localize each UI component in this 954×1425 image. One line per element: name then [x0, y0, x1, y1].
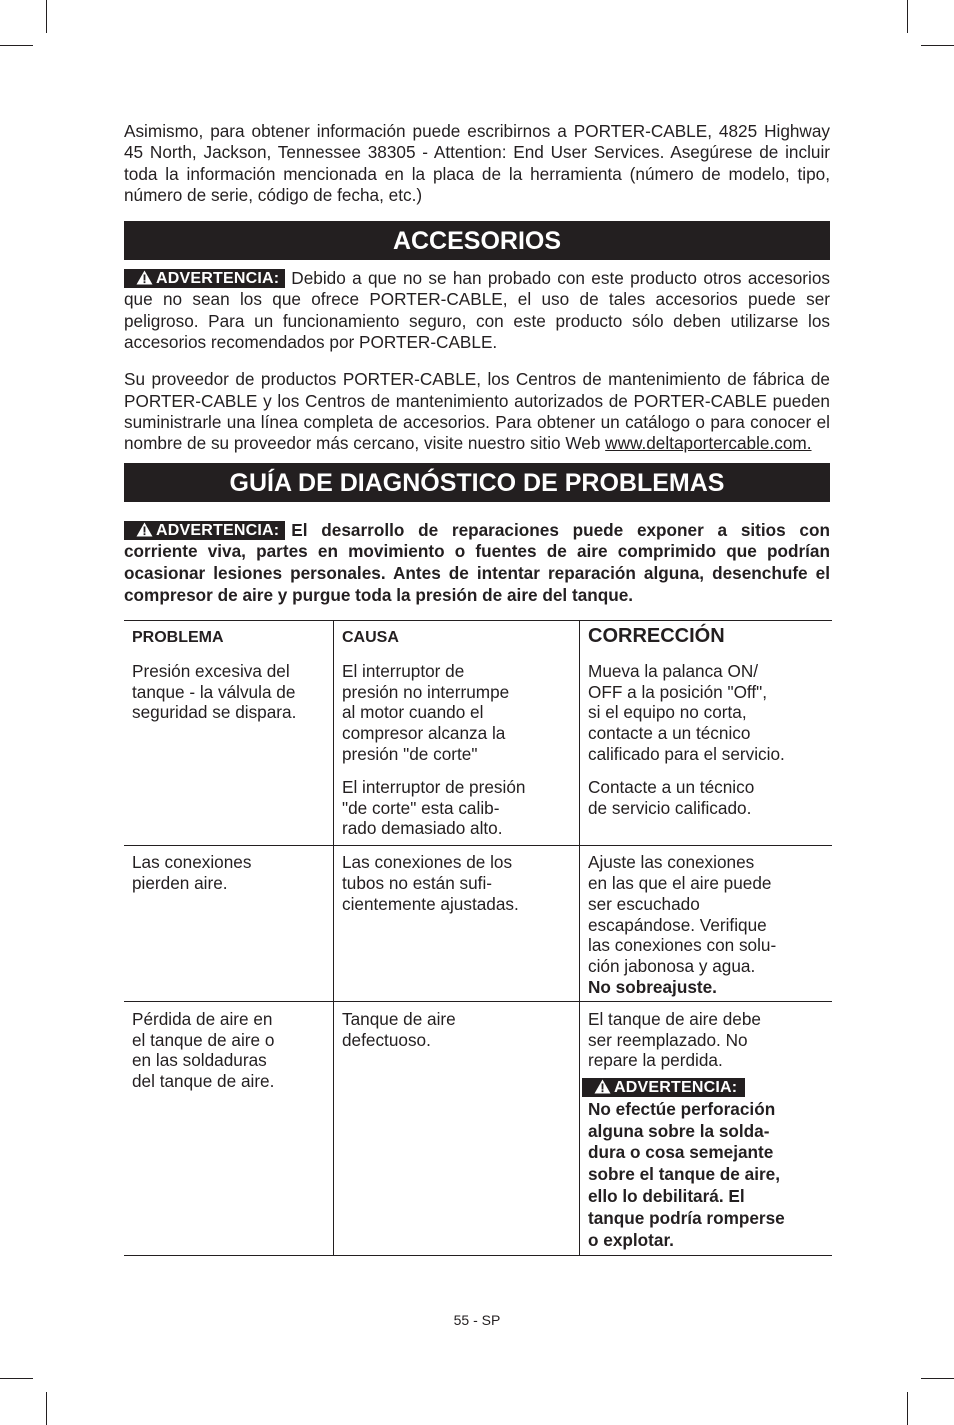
line: pierden aire. — [132, 872, 228, 893]
line: Las conexiones — [132, 852, 252, 873]
line: defectuoso. — [342, 1029, 431, 1050]
header-problem: PROBLEMA — [124, 620, 334, 654]
problem-cell — [124, 654, 334, 846]
correction-note: No sobreajuste. — [588, 976, 717, 997]
crop-mark — [0, 1378, 33, 1379]
accessories-text: Su proveedor de productos PORTER-CABLE, los Centros de mantenimiento de fábrica de PORTER-CABLE y los Centros de mantenimiento autorizados de PORTER-CABLE pueden suministrarle una línea completa de accesorios. Para obtener un catálogo o para conocer el nombre de su proveedor más cercano, visite nuestro sitio Web — [124, 369, 830, 454]
table-row — [124, 846, 832, 1002]
header-cause: CAUSA — [334, 620, 580, 654]
line: OFF a la posición "Off", — [588, 681, 768, 702]
line: ser reemplazado. No — [588, 1029, 748, 1050]
line: en las soldaduras — [132, 1050, 267, 1071]
crop-mark — [907, 1392, 908, 1425]
line: Pérdida de aire en — [132, 1008, 273, 1029]
line: las conexiones con solu- — [588, 935, 777, 956]
accessories-warning — [124, 268, 830, 353]
line: ser escuchado — [588, 893, 700, 914]
line: Tanque de aire — [342, 1008, 456, 1029]
intro-paragraph: Asimismo, para obtener información puede escribirnos a PORTER-CABLE, 4825 Highway 45 North, Jackson, Tennessee 38305 - Attention: End User Services. Asegúrese de incluir toda la información mencionada en la placa de la herramienta (número de modelo, tipo, número de serie, código de fecha, etc.) — [124, 121, 830, 205]
correction-cell — [580, 1001, 833, 1256]
line: ción jabonosa y agua. — [588, 956, 756, 977]
page-content — [124, 121, 830, 1256]
crop-mark — [921, 45, 954, 46]
line: en las que el aire puede — [588, 872, 772, 893]
warning-triangle-icon — [136, 522, 153, 537]
line: escapándose. Verifique — [588, 914, 767, 935]
crop-mark — [921, 1378, 954, 1379]
crop-mark — [907, 0, 908, 33]
problem-cell — [124, 1001, 334, 1256]
line: tanque - la válvula de — [132, 681, 296, 702]
page-number: 55 - SP — [453, 1312, 501, 1328]
warning-badge — [124, 521, 285, 540]
line: repare la perdida. — [588, 1050, 723, 1071]
line: presión no interrumpe — [342, 681, 510, 702]
line: El interruptor de — [342, 660, 465, 681]
troubleshooting-warning — [124, 520, 830, 607]
accessories-heading: ACCESORIOS — [124, 221, 830, 260]
line: Contacte a un técnico — [588, 776, 755, 797]
problem-cell — [124, 846, 334, 1002]
warning-text: El desarrollo de reparaciones puede exponer a sitios con corriente viva, partes en movimiento o fuentes de aire comprimido que podrían ocasionar lesiones personales. Antes de intentar reparación alguna, desenchufe el compresor de aire y purgue toda la presión de aire del tanque. — [124, 519, 830, 605]
warning-text: No efectúe perforación alguna sobre la solda- dura o cosa semejante sobre el tanque de aire, ello lo debilitará. El tanque podría romperse o explotar. — [588, 1098, 785, 1250]
line: Las conexiones de los — [342, 852, 513, 873]
line: rado demasiado alto. — [342, 818, 503, 839]
line: Presión excesiva del — [132, 660, 290, 681]
line: El interruptor de presión — [342, 776, 526, 797]
line: El tanque de aire debe — [588, 1008, 761, 1029]
line: tubos no están sufi- — [342, 872, 493, 893]
cause-cell — [334, 1001, 580, 1256]
line: al motor cuando el — [342, 702, 484, 723]
crop-mark — [46, 0, 47, 33]
warning-label: ADVERTENCIA: — [156, 521, 280, 539]
table-row — [124, 1001, 832, 1256]
accessories-paragraph — [124, 369, 830, 454]
warning-badge — [124, 269, 285, 288]
troubleshooting-heading: GUÍA DE DIAGNÓSTICO DE PROBLEMAS — [124, 463, 830, 502]
troubleshooting-table — [124, 620, 832, 1257]
header-correction: CORRECCIÓN — [588, 624, 725, 647]
line: el tanque de aire o — [132, 1029, 275, 1050]
cause-cell — [334, 846, 580, 1002]
crop-mark — [46, 1392, 47, 1425]
table-header-row — [124, 620, 832, 654]
line: presión "de corte" — [342, 743, 478, 764]
warning-label: ADVERTENCIA: — [156, 270, 280, 288]
line: cientemente ajustadas. — [342, 893, 519, 914]
line: calificado para el servicio. — [588, 743, 785, 764]
warning-badge — [582, 1078, 745, 1097]
warning-text: Debido a que no se han probado con este producto otros accesorios que no sean los que ofrece PORTER-CABLE, el uso de tales accesorios puede ser peligroso. Para un funcionamiento seguro, con este producto sólo deben utilizarse los accesorios recomendados por PORTER-CABLE. — [124, 268, 830, 353]
line: del tanque de aire. — [132, 1071, 275, 1092]
cause-cell — [334, 654, 580, 846]
line: si el equipo no corta, — [588, 702, 747, 723]
warning-triangle-icon — [136, 270, 153, 285]
correction-cell — [580, 846, 833, 1002]
line: Ajuste las conexiones — [588, 852, 755, 873]
line: de servicio calificado. — [588, 797, 752, 818]
line: "de corte" esta calib- — [342, 797, 500, 818]
table-row — [124, 654, 832, 846]
line: compresor alcanza la — [342, 723, 506, 744]
warning-triangle-icon — [594, 1079, 611, 1094]
correction-cell — [580, 654, 833, 846]
warning-label: ADVERTENCIA: — [614, 1079, 738, 1097]
website-link[interactable]: www.deltaportercable.com. — [605, 433, 812, 454]
line: contacte a un técnico — [588, 723, 751, 744]
crop-mark — [0, 45, 33, 46]
line: seguridad se dispara. — [132, 702, 297, 723]
line: Mueva la palanca ON/ — [588, 660, 759, 681]
